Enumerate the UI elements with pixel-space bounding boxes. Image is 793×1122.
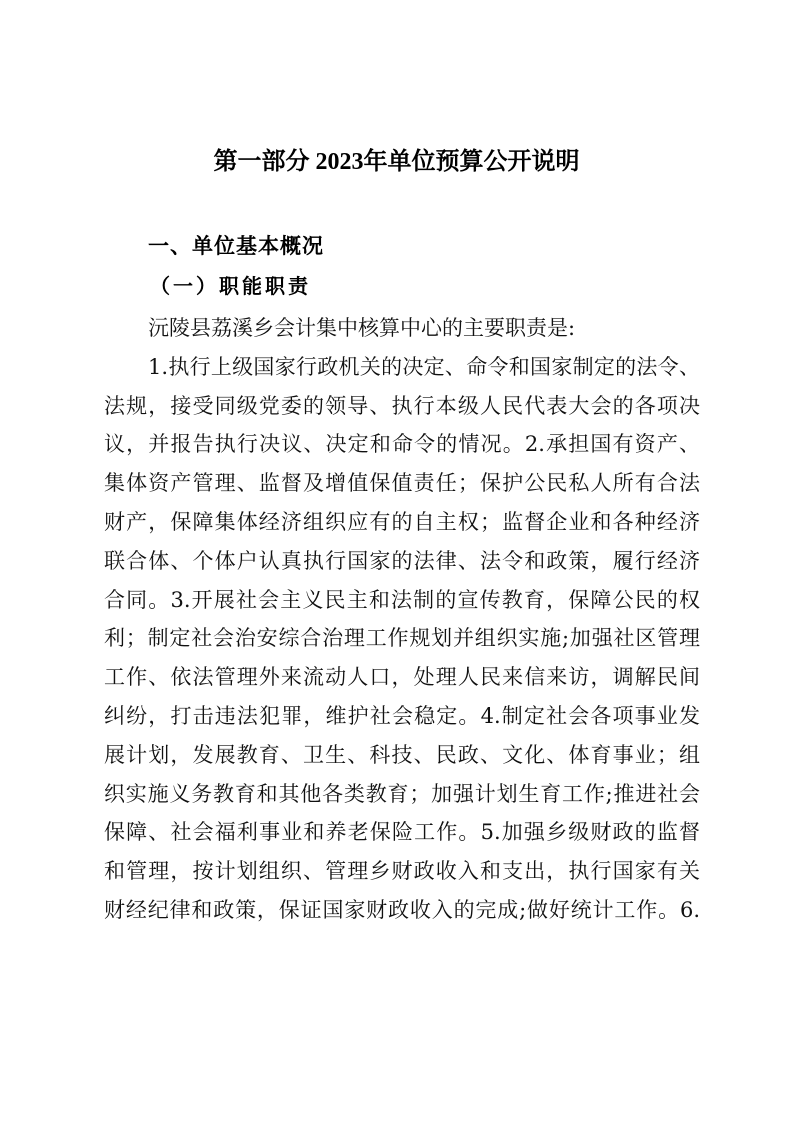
section-heading: 一、单位基本概况 (148, 234, 324, 258)
text-line: 工作、依法管理外来流动人口，处理人民来信来访，调解民间 (104, 665, 700, 690)
intro-paragraph: 沅陵县荔溪乡会计集中核算中心的主要职责是: (148, 316, 576, 340)
body-text (104, 309, 700, 930)
text-line: 议，并报告执行决议、决定和命令的情况。2.承担国有资产、 (104, 432, 700, 457)
text-line: 联合体、个体户认真执行国家的法律、法令和政策，履行经济 (104, 548, 700, 573)
text-line: 集体资产管理、监督及增值保值责任；保护公民私人所有合法 (104, 471, 700, 496)
text-line: 利；制定社会治安综合治理工作规划并组织实施;加强社区管理 (104, 626, 700, 651)
text-line: 保障、社会福利事业和养老保险工作。5.加强乡级财政的监督 (104, 820, 700, 845)
text-line: 财经纪律和政策，保证国家财政收入的完成;做好统计工作。6. (104, 897, 700, 922)
text-line: 1.执行上级国家行政机关的决定、命令和国家制定的法令、 (148, 354, 700, 379)
text-line: 展计划，发展教育、卫生、科技、民政、文化、体育事业；组 (104, 742, 700, 767)
subsection-heading: （一）职能职责 (150, 274, 311, 298)
text-line: 财产，保障集体经济组织应有的自主权；监督企业和各种经济 (104, 509, 700, 534)
text-line: 合同。3.开展社会主义民主和法制的宣传教育，保障公民的权 (104, 587, 700, 612)
text-line: 和管理，按计划组织、管理乡财政收入和支出，执行国家有关 (104, 859, 700, 884)
page-title: 第一部分 2023年单位预算公开说明 (213, 149, 580, 175)
text-line: 织实施义务教育和其他各类教育；加强计划生育工作;推进社会 (104, 781, 700, 806)
text-line: 纠纷，打击违法犯罪，维护社会稳定。4.制定社会各项事业发 (104, 703, 700, 728)
text-line: 法规，接受同级党委的领导、执行本级人民代表大会的各项决 (104, 393, 700, 418)
